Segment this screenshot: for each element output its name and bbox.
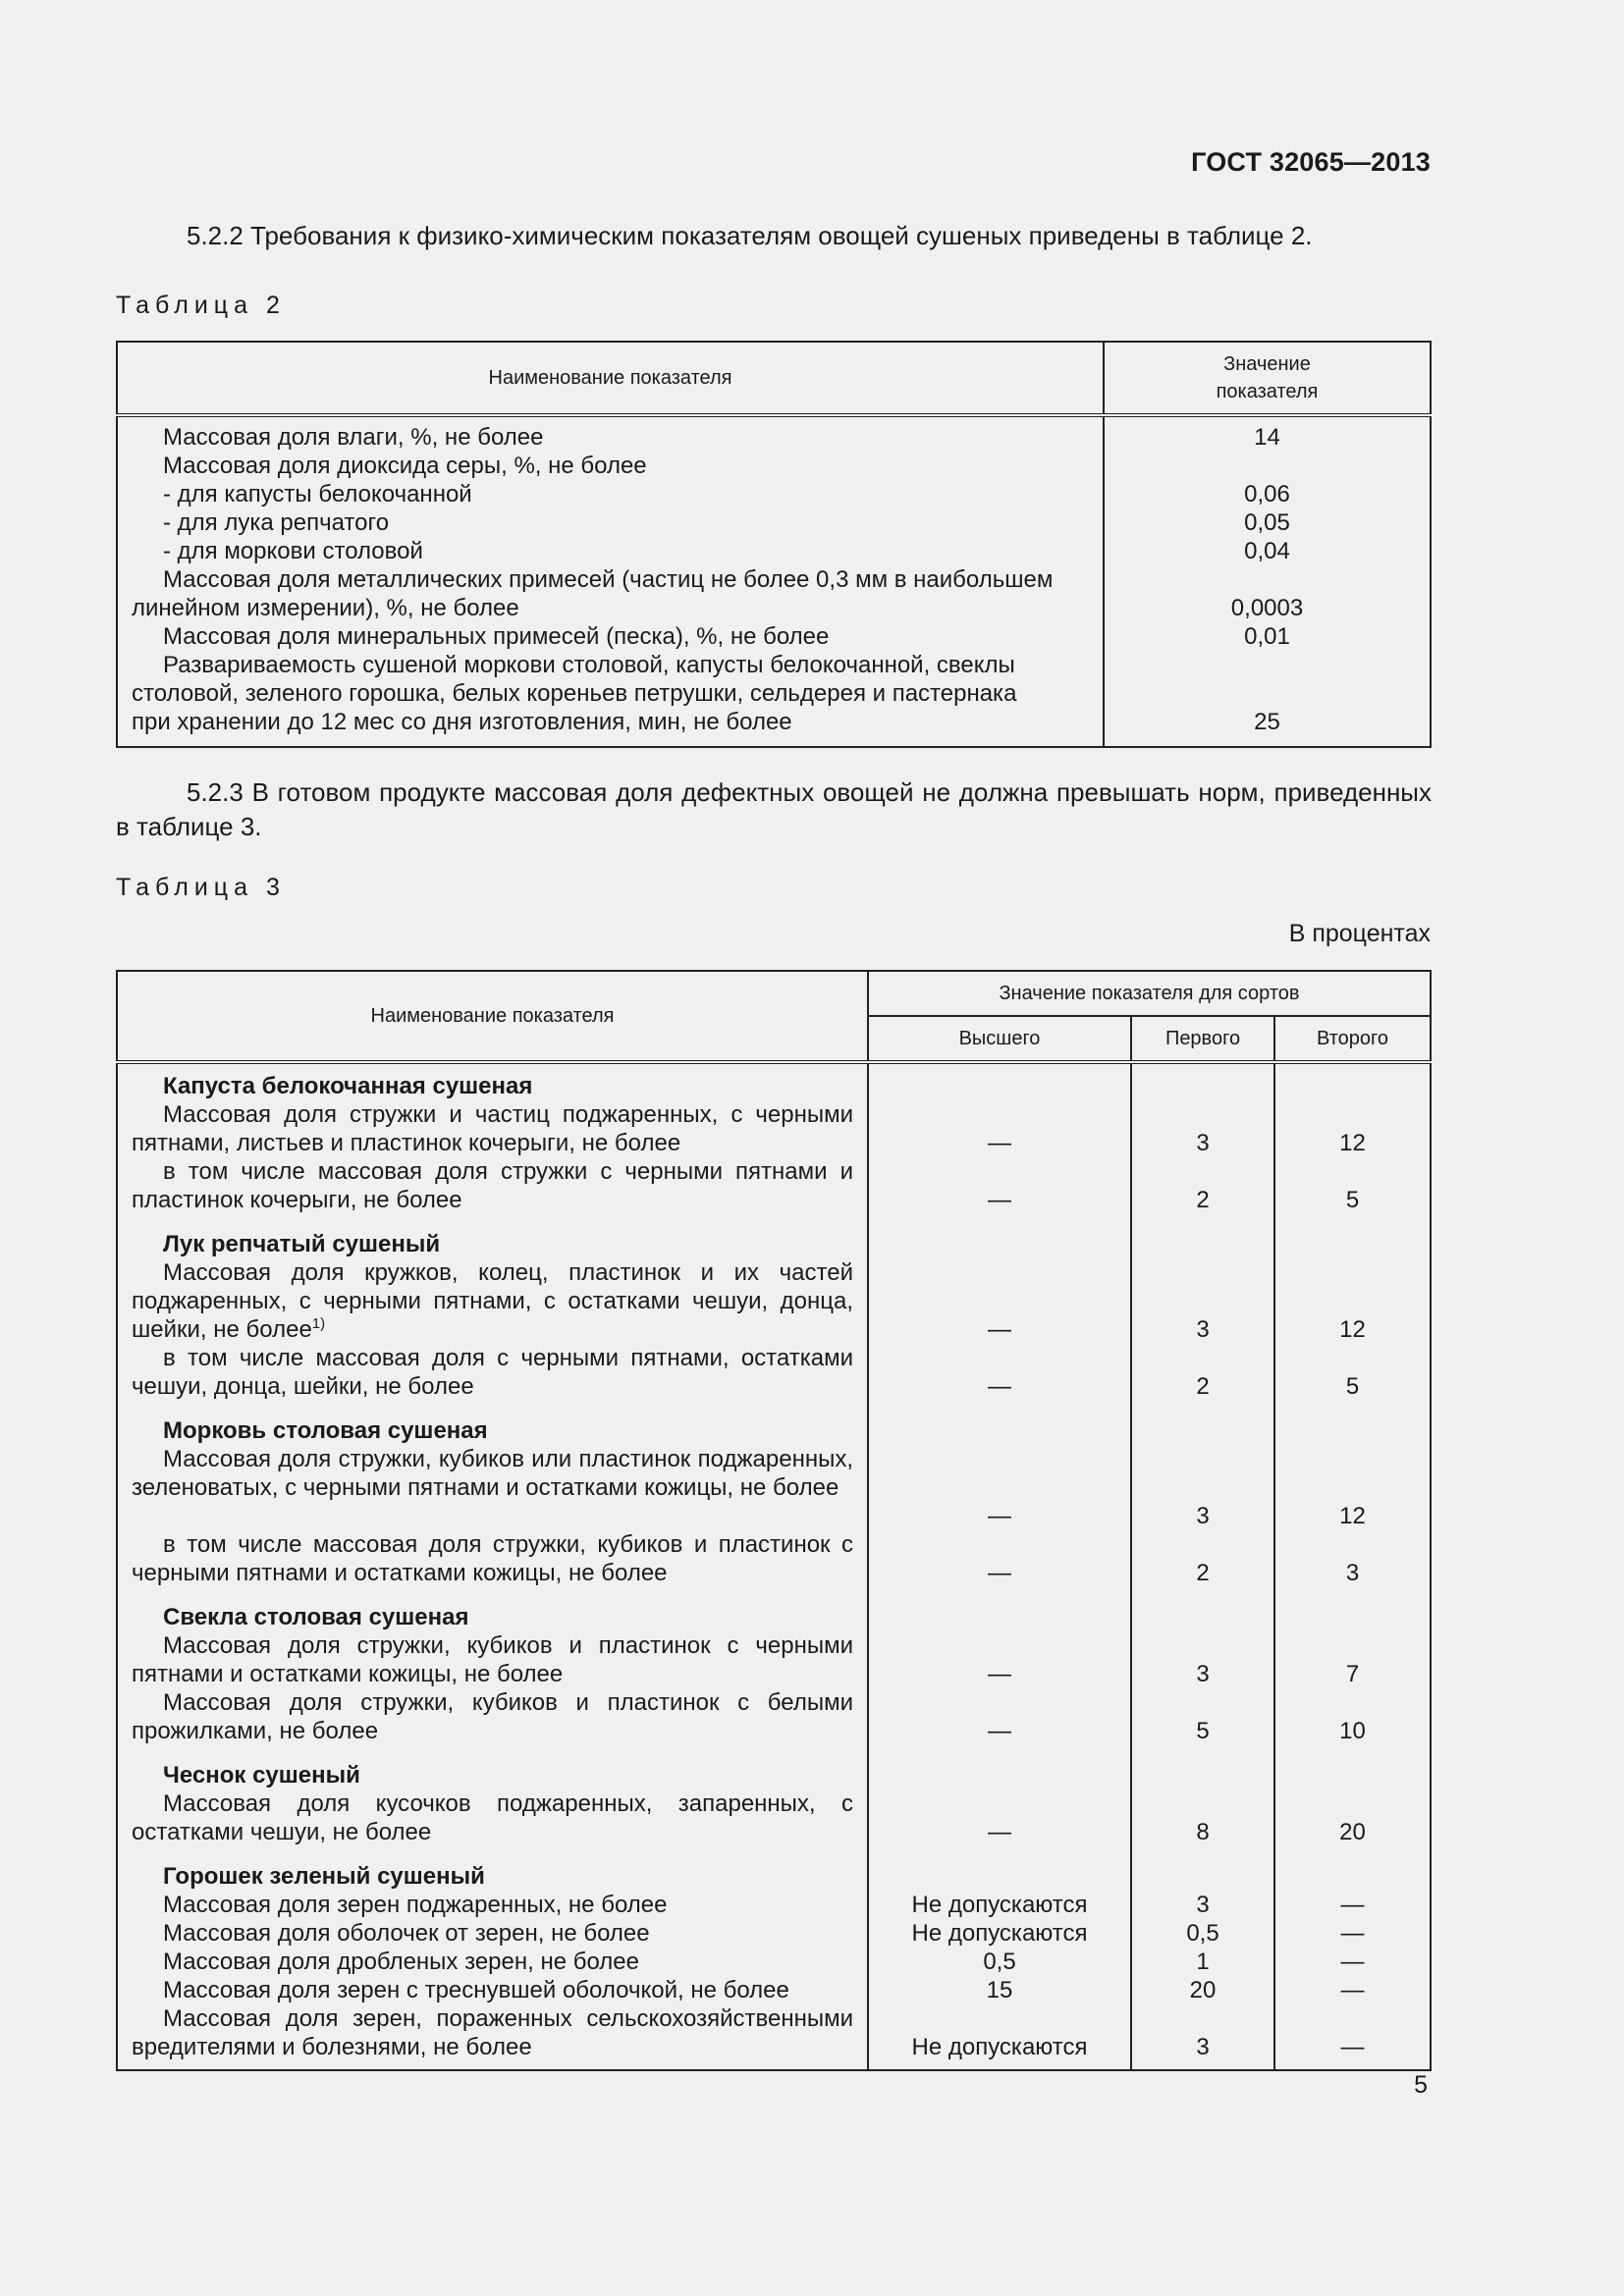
table-3-value-column-2 [1131,1753,1274,1854]
table-3-value: 1 [1196,1949,1210,1975]
table-3-value: — [1340,1949,1365,1975]
table-3-value: 5 [1196,1718,1210,1744]
table-3-value-column-1 [868,1062,1131,1222]
table-3-value: — [1340,2034,1365,2060]
table-3-value-column-2 [1131,1595,1274,1753]
table-3-group-names [117,1222,868,1409]
table-3-group-names [117,1753,868,1854]
table-3-value: — [988,1187,1011,1213]
table-3-value-column-1 [868,1222,1131,1409]
table-3-group-title: Морковь столовая сушеная [163,1417,488,1444]
table-3-value: 2 [1196,1560,1210,1586]
table-3-value-column-3 [1274,1595,1431,1753]
table-3-item-name [132,1948,853,1976]
table-3-item-text: Массовая доля оболочек от зерен, не более [163,1920,650,1947]
table-3-value-column-3 [1274,1854,1431,2070]
table-3-value: — [988,1503,1011,1529]
table-3-value: — [1340,1892,1365,1918]
footnote-marker: 1) [311,1315,326,1332]
table-3-value: 15 [986,1977,1013,2003]
table-3-header-first: Первого [1131,1016,1274,1062]
table-3-value: 12 [1339,1130,1366,1156]
table-2-row-value: 0,01 [1244,623,1290,650]
table-2-row-name: линейном измерении), %, не более [132,595,519,621]
table-3-group-names [117,1409,868,1595]
table-3-value: 10 [1339,1718,1366,1744]
table-3-item-text: Массовая доля стружки и частиц поджаренных, с черными пятнами, листьев и пластинок кочерыги, не более [132,1101,853,1156]
table-3-value: — [988,1316,1011,1343]
table-3-item-name [132,1530,853,1587]
table-3-header-high: Высшего [868,1016,1131,1062]
table-3-item-name [132,1100,853,1157]
table-3-value: 5 [1345,1187,1360,1213]
table-2-row-name: - для лука репчатого [163,509,390,536]
table-2-row-value: 0,04 [1244,538,1290,564]
table-3-group-title: Капуста белокочанная сушеная [163,1073,533,1099]
table-3-header-name: Наименование показателя [117,971,868,1062]
table-3-group-row [117,1222,1431,1409]
table-3-group-row [117,1753,1431,1854]
table-3-value: — [988,1819,1011,1845]
page-number: 5 [1414,2071,1428,2099]
table-2-row-value: 0,06 [1244,481,1290,507]
table-3-value: 8 [1196,1819,1210,1845]
table-2-row-name: Массовая доля металлических примесей (частиц не более 0,3 мм в наибольшем [163,566,1054,593]
table-3-value: 3 [1196,1661,1210,1687]
table-3-item-text: в том числе массовая доля с черными пятнами, остатками чешуи, донца, шейки, не более [132,1345,853,1400]
table-3-value-column-3 [1274,1409,1431,1595]
table-3-group-names [117,1062,868,1222]
table-3-value: 12 [1339,1503,1366,1529]
table-3-value: 20 [1339,1819,1366,1845]
table-2-row-name: Массовая доля минеральных примесей (песка), %, не более [163,623,830,650]
table-3-value: 3 [1196,1892,1210,1918]
table-3-value: — [988,1718,1011,1744]
table-2-row-value [1105,565,1430,594]
table-3-group-row [117,1409,1431,1595]
table-3-group-row [117,1595,1431,1753]
table-3-body [117,1062,1431,2070]
table-3-item-text: Массовая доля зерен, пораженных сельскохозяйственными вредителями и болезнями, не более [132,2005,853,2060]
table-3-value: 12 [1339,1316,1366,1343]
table-3-value-column-2 [1131,1409,1274,1595]
table-3-item-name [132,1157,853,1214]
table-3-label: Таблица 3 [116,874,286,901]
table-3-value: 3 [1196,1130,1210,1156]
paragraph-5-2-2: 5.2.2 Требования к физико-химическим показателям овощей сушеных приведены в таблице 2. [187,221,1313,250]
table-3-value: 20 [1189,1977,1217,2003]
table-3-value-column-2 [1131,1222,1274,1409]
table-3-item-text: Массовая доля стружки, кубиков и пластинок с черными пятнами и остатками кожицы, не более [132,1632,853,1687]
table-2-row-value: 25 [1254,709,1280,735]
paragraph-5-2-3: 5.2.3 В готовом продукте массовая доля дефектных овощей не должна превышать норм, приведенных в таблице 3. [116,777,1432,841]
table-3-item-text: Массовая доля кусочков поджаренных, запаренных, с остатками чешуи, не более [132,1790,853,1845]
table-2-row-value [1105,452,1430,480]
table-3-value: — [988,1130,1011,1156]
table-3-group-title: Горошек зеленый сушеный [163,1863,485,1890]
table-3-group-title: Лук репчатый сушеный [163,1231,441,1257]
table-2-row-name: Массовая доля диоксида серы, %, не более [163,453,647,479]
table-2-row-name: - для капусты белокочанной [163,481,472,507]
table-3-value-column-3 [1274,1222,1431,1409]
table-3-item-name [132,1919,853,1948]
table-3-value: 2 [1196,1373,1210,1400]
document-header: ГОСТ 32065—2013 [1191,147,1431,177]
table-3-value-column-1 [868,1854,1131,2070]
table-3-header-group: Значение показателя для сортов [868,971,1431,1016]
table-3-value-column-3 [1274,1062,1431,1222]
table-2-names-cell [117,415,1104,747]
table-2-header-value [1104,342,1431,415]
table-2-row-name: при хранении до 12 мес со дня изготовления, мин, не более [132,709,792,735]
table-3-item-name [132,2004,853,2061]
table-3-group-title: Чеснок сушеный [163,1762,360,1789]
table-3-value: — [1340,1977,1365,2003]
table-3-item-text: Массовая доля кружков, колец, пластинок и их частей поджаренных, с черными пятнами, с остатками чешуи, донца, шейки, не более [132,1259,853,1343]
table-3-group-row [117,1854,1431,2070]
table-2-header-name: Наименование показателя [117,342,1104,415]
table-3-value: 2 [1196,1187,1210,1213]
table-3-item-name [132,1891,853,1919]
table-3-value: Не допускаются [911,1920,1088,1947]
table-3-value: Не допускаются [911,1892,1088,1918]
table-3 [116,970,1432,2071]
table-3-value-column-2 [1131,1062,1274,1222]
table-3-value-column-1 [868,1595,1131,1753]
table-3-item-name [132,1344,853,1401]
table-3-value: 3 [1196,2034,1210,2060]
table-2-row-value [1105,651,1430,679]
table-2-row-name: столовой, зеленого горошка, белых кореньев петрушки, сельдерея и пастернака [132,680,1017,707]
table-3-unit: В процентах [1288,920,1431,947]
table-3-item-text: Массовая доля зерен поджаренных, не более [163,1892,668,1918]
table-3-group-names [117,1854,868,2070]
table-3-value: Не допускаются [911,2034,1088,2060]
table-3-header-second: Второго [1274,1016,1431,1062]
table-3-value-column-1 [868,1409,1131,1595]
table-3-group-names [117,1595,868,1753]
table-3-item-text: в том числе массовая доля стружки с черными пятнами и пластинок кочерыги, не более [132,1158,853,1213]
table-3-group-row [117,1062,1431,1222]
table-3-value: 3 [1196,1503,1210,1529]
table-3-group-title: Свекла столовая сушеная [163,1604,469,1630]
table-2-row-value: 0,0003 [1230,595,1304,621]
table-3-value: 0,5 [1186,1920,1219,1947]
table-3-value: 5 [1345,1373,1360,1400]
table-3-item-text: Массовая доля стружки, кубиков или пластинок поджаренных, зеленоватых, с черными пятнами и остатками кожицы, не более [132,1446,853,1501]
table-3-item-name [132,1258,853,1344]
table-3-item-name [132,1631,853,1688]
table-3-value-column-2 [1131,1854,1274,2070]
table-2-header-value-line2: показателя [1216,381,1319,402]
table-3-value: — [988,1560,1011,1586]
table-3-item-name [132,1789,853,1846]
table-3-value: 7 [1345,1661,1360,1687]
table-2-row-value: 14 [1254,424,1280,451]
table-3-value: 3 [1196,1316,1210,1343]
table-3-value-column-3 [1274,1753,1431,1854]
table-2-label: Таблица 2 [116,292,286,319]
table-2-row-name: Развариваемость сушеной моркови столовой, капусты белокочанной, свеклы [163,652,1015,678]
table-3-item-name [132,1688,853,1745]
table-3-item-name [132,1445,853,1530]
table-2-row-name: - для моркови столовой [163,538,423,564]
table-2 [116,341,1432,748]
table-2-header-value-line1: Значение [1223,353,1311,375]
table-2-row-value [1105,679,1430,708]
table-3-item-text: Массовая доля стружки, кубиков и пластинок с белыми прожилками, не более [132,1689,853,1744]
table-3-item-text: Массовая доля дробленых зерен, не более [163,1949,640,1975]
table-3-value: — [1340,1920,1365,1947]
table-3-item-name [132,1976,853,2004]
table-3-item-text: Массовая доля зерен с треснувшей оболочкой, не более [163,1977,789,2003]
table-2-row-name: Массовая доля влаги, %, не более [163,424,544,451]
table-3-value: — [988,1661,1011,1687]
table-3-item-text: в том числе массовая доля стружки, кубиков и пластинок с черными пятнами и остатками кожицы, не более [132,1531,853,1586]
table-2-values-cell [1104,415,1431,747]
table-3-value: — [988,1373,1011,1400]
table-3-value-column-1 [868,1753,1131,1854]
table-3-value: 3 [1345,1560,1360,1586]
table-2-row-value: 0,05 [1244,509,1290,536]
table-3-value: 0,5 [983,1949,1016,1975]
